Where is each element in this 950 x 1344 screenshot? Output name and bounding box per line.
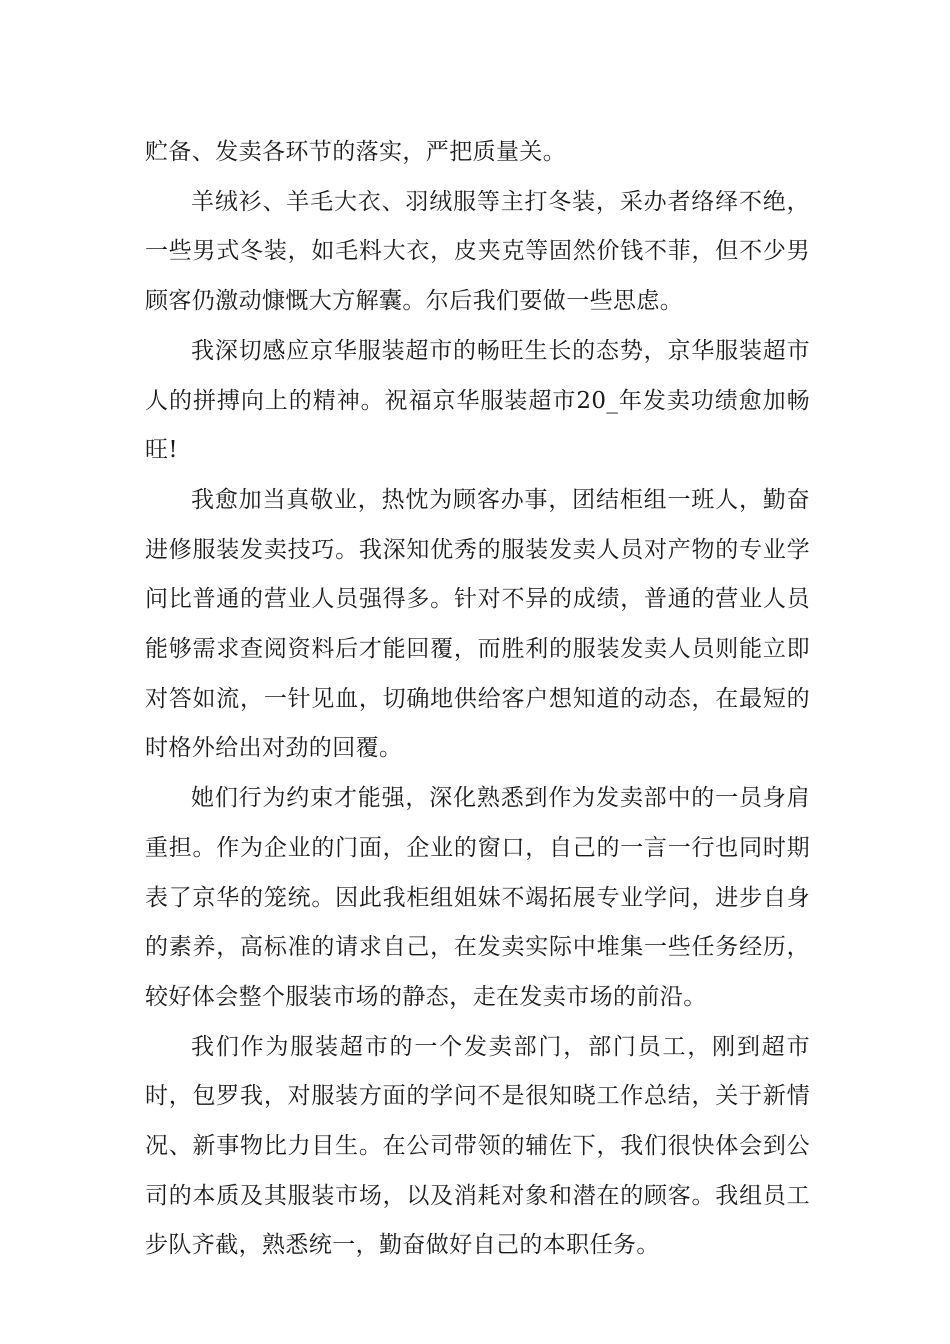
paragraph-5: 她们行为约束才能强，深化熟悉到作为发卖部中的一员身肩重担。作为企业的门面，企业的窗口，自己的一言一行也同时期表了京华的笼统。因此我柜组姐妹不竭拓展专业学问，进步自身的素养，高标准的请求自己，在发卖实际中堆集一些任务经历，较好体会整个服装市场的静态，走在发卖市场的前沿。 xyxy=(145,785,810,1010)
paragraph-1: 贮备、发卖各环节的落实，严把质量关。 xyxy=(145,139,567,165)
paragraph-6: 我们作为服装超市的一个发卖部门，部门员工，刚到超市时，包罗我，对服装方面的学问不是很知晓工作总结，关于新情况、新事物比力目生。在公司带领的辅佐下，我们很快体会到公司的本质及其服装市场，以及消耗对象和潜在的顾客。我组员工步队齐截，熟悉统一，勤奋做好自己的本职任务。 xyxy=(145,1033,810,1259)
paragraph-3: 我深切感应京华服装超市的畅旺生长的态势，京华服装超市人的拼搏向上的精神。祝福京华服装超市20_年发卖功绩愈加畅旺! xyxy=(145,337,810,464)
document-body xyxy=(145,128,810,1271)
paragraph-2: 羊绒衫、羊毛大衣、羽绒服等主打冬装，采办者络绎不绝，一些男式冬装，如毛料大衣，皮夹克等固然价钱不菲，但不少男顾客仍激动慷慨大方解囊。尔后我们要做一些思虑。 xyxy=(145,188,810,315)
paragraph-4: 我愈加当真敬业，热忱为顾客办事，团结柜组一班人，勤奋进修服装发卖技巧。我深知优秀的服装发卖人员对产物的专业学问比普通的营业人员强得多。针对不异的成绩，普通的营业人员能够需求查阅资料后才能回覆，而胜利的服装发卖人员则能立即对答如流，一针见血，切确地供给客户想知道的动态，在最短的时格外给出对劲的回覆。 xyxy=(145,486,810,762)
